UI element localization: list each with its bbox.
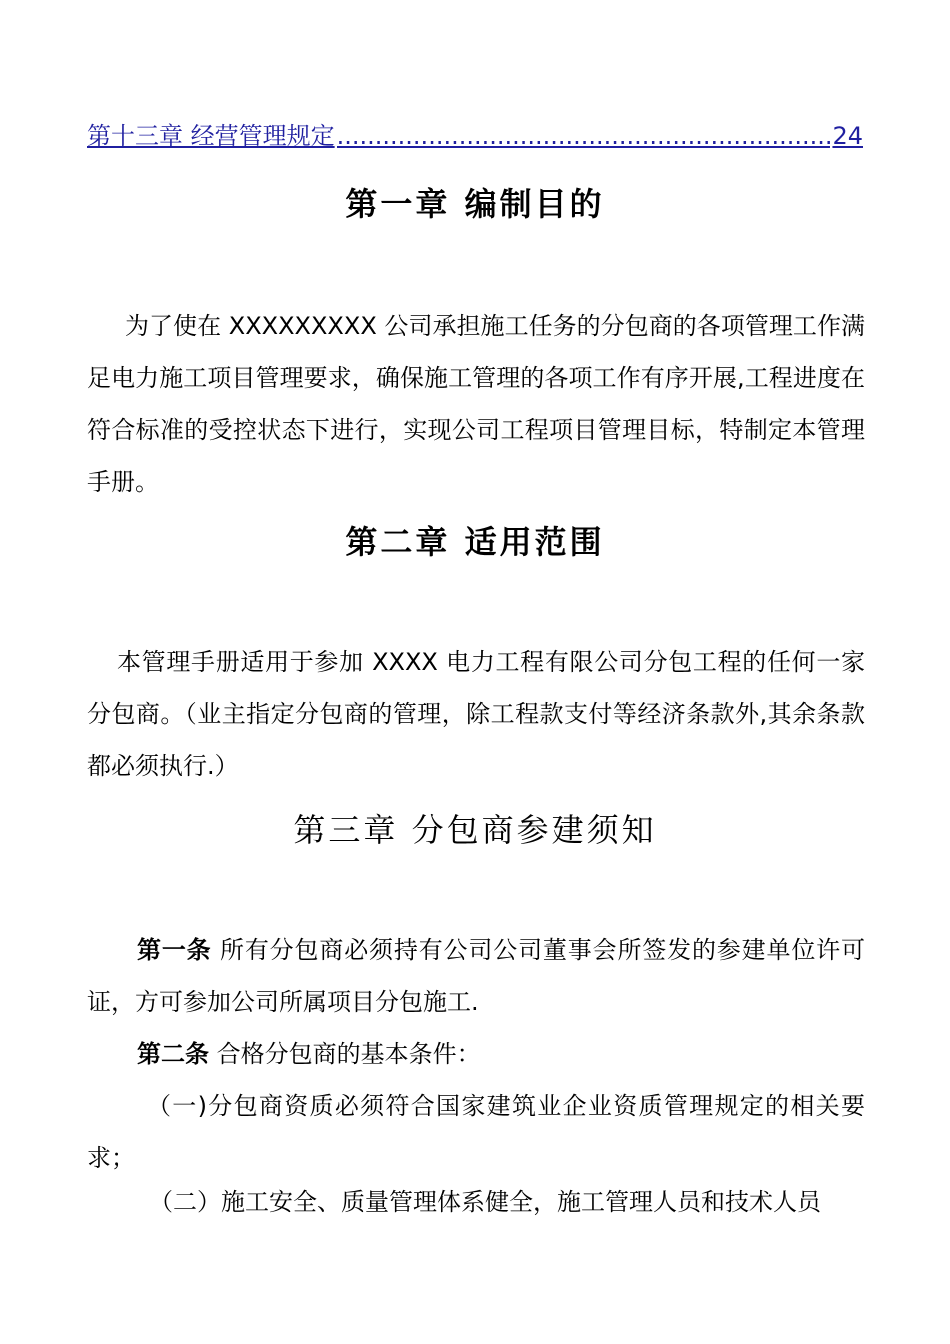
article-2-text: 合格分包商的基本条件：	[209, 1040, 481, 1068]
article-1-number: 第一条	[137, 936, 212, 964]
chapter-1-paragraph: 为了使在 XXXXXXXXX 公司承担施工任务的分包商的各项管理工作满足电力施工项目管理要求，确保施工管理的各项工作有序开展,工程进度在符合标准的受控状态下进行，实现公司工程项目管理目标，特制定本管理手册。	[87, 312, 865, 496]
chapter-3-article-1	[87, 924, 865, 1028]
chapter-3-heading: 第三章 分包商参建须知	[293, 811, 657, 849]
chapter-3-article-2	[87, 1028, 865, 1080]
toc-entry-title: 第十三章 经营管理规定	[87, 122, 335, 150]
chapter-3-item-1: （一)分包商资质必须符合国家建筑业企业资质管理规定的相关要求；	[87, 1092, 865, 1172]
toc-entry-chapter-13[interactable]	[87, 118, 863, 154]
chapter-1-heading: 第一章 编制目的	[345, 185, 605, 223]
article-1-text: 所有分包商必须持有公司公司董事会所签发的参建单位许可证，方可参加公司所属项目分包施工.	[87, 936, 865, 1016]
toc-leader-dots	[337, 118, 831, 154]
toc-entry-page-number: 24	[832, 122, 863, 150]
article-2-number: 第二条	[137, 1040, 209, 1068]
chapter-2-heading: 第二章 适用范围	[345, 523, 605, 561]
chapter-2-paragraph: 本管理手册适用于参加 XXXX 电力工程有限公司分包工程的任何一家分包商。（业主指定分包商的管理，除工程款支付等经济条款外,其余条款都必须执行.）	[87, 648, 865, 780]
chapter-3-item-2: （二）施工安全、质量管理体系健全，施工管理人员和技术人员	[149, 1188, 821, 1216]
